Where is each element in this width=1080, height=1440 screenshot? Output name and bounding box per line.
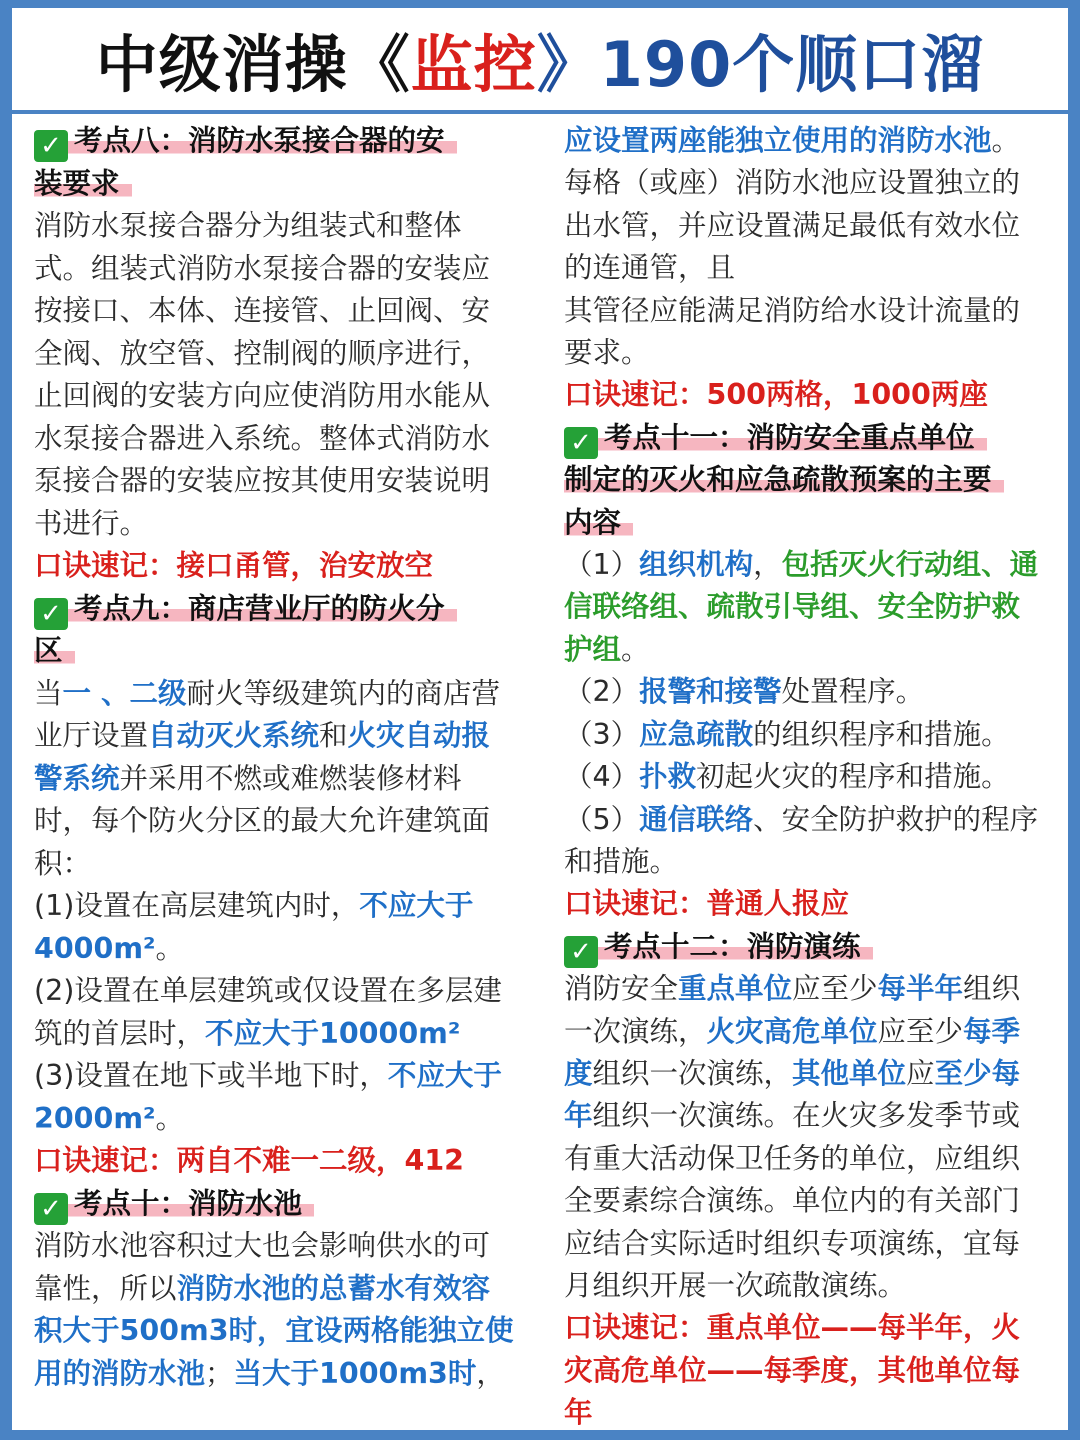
text-line: 应设置两座能独立使用的消防水池。 (564, 124, 1021, 157)
list-item: （1）组织机构，包括灭火行动组、通 (564, 548, 1039, 582)
list-item: (3)设置在地下或半地下时，不应大于 (34, 1059, 502, 1092)
text-line: 水泵接合器进入系统。整体式消防水 (34, 421, 491, 455)
content-card (12, 114, 1068, 1430)
text-line: 当一 、二级耐火等级建筑内的商店营 (34, 676, 500, 710)
list-item-cont: 护组。 (564, 632, 650, 666)
mnemonic-9: 口诀速记：两自不难一二级，412 (34, 1144, 464, 1177)
list-item: （3）应急疏散的组织程序和措施。 (564, 717, 1010, 751)
text-line: 度组织一次演练，其他单位应至少每 (564, 1056, 1021, 1090)
mnemonic-10: 口诀速记：500两格，1000两座 (564, 378, 988, 412)
text-line: 月组织开展一次疏散演练。 (564, 1268, 907, 1302)
checkmark-icon: ✓ (34, 1193, 68, 1225)
text-line: 每格（或座）消防水池应设置独立的 (564, 166, 1021, 200)
list-item-cont: 4000m²。 (34, 931, 185, 965)
text-line: 的连通管，且 (564, 251, 736, 285)
checkmark-icon: ✓ (564, 427, 598, 459)
text-line: 业厅设置自动灭火系统和火灾自动报 (34, 719, 491, 752)
section-8-heading: ✓ 考点八：消防水泵接合器的安 (34, 120, 534, 163)
text-line: 警系统并采用不燃或难燃装修材料 (34, 761, 462, 795)
list-item-cont: 筑的首层时，不应大于10000m² (34, 1016, 461, 1050)
list-item: (2)设置在单层建筑或仅设置在多层建 (34, 974, 502, 1007)
text-line: 消防水池容积过大也会影响供水的可 (34, 1229, 491, 1262)
text-line: 出水管，并应设置满足最低有效水位 (564, 208, 1021, 242)
title-part-2: 监控 (410, 27, 537, 101)
text-line: 年组织一次演练。在火灾多发季节或 (564, 1099, 1021, 1133)
section-12-heading: ✓ 考点十二：消防演练 (564, 926, 1064, 968)
text-line: 全要素综合演练。单位内的有关部门 (564, 1184, 1021, 1218)
text-line: 有重大活动保卫任务的单位，应组织 (564, 1141, 1021, 1175)
list-item-cont: 和措施。 (564, 844, 679, 878)
section-10-heading: ✓ 考点十：消防水池 (34, 1183, 534, 1226)
checkmark-icon: ✓ (564, 936, 598, 968)
left-column (34, 120, 534, 1395)
text-line: 止回阀的安装方向应使消防用水能从 (34, 379, 491, 412)
text-line: 一次演练，火灾高危单位应至少每季 (564, 1014, 1021, 1048)
mnemonic-11: 口诀速记：普通人报应 (564, 887, 850, 921)
list-item: （4）扑救初起火灾的程序和措施。 (564, 760, 1010, 794)
text-line: 消防安全重点单位应至少每半年组织 (564, 972, 1021, 1006)
text-line: 书进行。 (34, 506, 149, 540)
text-line: 应结合实际适时组织专项演练，宜每 (564, 1226, 1021, 1260)
text-line: 其管径应能满足消防给水设计流量的 (564, 293, 1021, 327)
text-line: 泵接合器的安装应按其使用安装说明 (34, 464, 491, 497)
section-11-heading-cont: 内容 (564, 502, 1064, 544)
text-line: 要求。 (564, 336, 650, 370)
list-item-cont: 2000m²。 (34, 1101, 185, 1135)
text-line: 按接口、本体、连接管、止回阀、安 (34, 294, 491, 327)
mnemonic-12-cont: 年 (564, 1396, 593, 1430)
list-item: （2）报警和接警处置程序。 (564, 675, 925, 709)
title-part-1: 中级消操《 (95, 27, 411, 101)
mnemonic-12-cont: 灾高危单位——每季度，其他单位每 (564, 1353, 1021, 1387)
list-item: （5）通信联络、安全防护救护的程序 (564, 802, 1039, 836)
section-11-heading-cont: 制定的灭火和应急疏散预案的主要 (564, 459, 1064, 501)
text-line: 积： (34, 846, 92, 880)
checkmark-icon: ✓ (34, 598, 68, 630)
text-line: 靠性，所以消防水池的总蓄水有效容 (34, 1271, 491, 1305)
section-8-heading-cont: 装要求 (34, 163, 534, 206)
title-part-3: 》190个顺口溜 (536, 27, 985, 101)
text-line: 积大于500m3时，宜设两格能独立使 (34, 1314, 514, 1347)
text-line: 式。组装式消防水泵接合器的安装应 (34, 251, 491, 285)
text-line: 用的消防水池；当大于1000m3时， (34, 1356, 505, 1390)
text-line: 全阀、放空管、控制阀的顺序进行， (34, 336, 491, 370)
right-column (564, 120, 1064, 1430)
text-line: 时，每个防火分区的最大允许建筑面 (34, 804, 491, 837)
list-item: (1)设置在高层建筑内时，不应大于 (34, 889, 474, 922)
text-line: 消防水泵接合器分为组装式和整体 (34, 209, 462, 242)
mnemonic-12: 口诀速记：重点单位——每半年，火 (564, 1311, 1021, 1345)
list-item-cont: 信联络组、疏散引导组、安全防护救 (564, 590, 1021, 624)
section-9-heading-cont: 区 (34, 630, 534, 673)
checkmark-icon: ✓ (34, 130, 68, 162)
section-11-heading: ✓ 考点十一：消防安全重点单位 (564, 417, 1064, 459)
title-bar (12, 8, 1068, 110)
mnemonic-8: 口诀速记：接口甬管，治安放空 (34, 549, 434, 582)
section-9-heading: ✓ 考点九：商店营业厅的防火分 (34, 588, 534, 631)
